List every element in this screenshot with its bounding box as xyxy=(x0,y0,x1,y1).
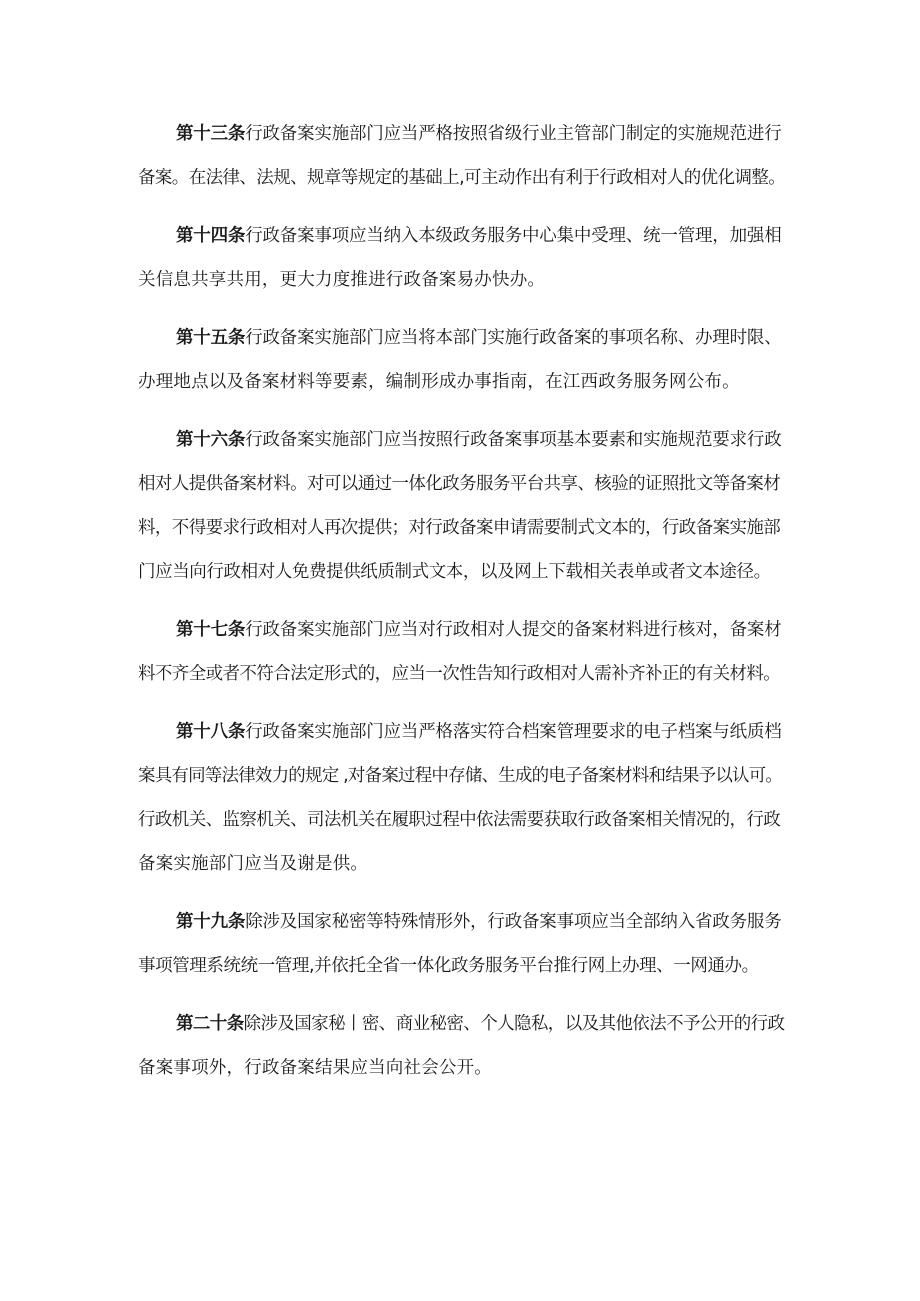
article-first-line xyxy=(138,418,786,462)
article-text-line: 备案实施部门应当及谢是供。 xyxy=(138,854,369,874)
article-number: 第十五条 xyxy=(176,328,246,348)
article-text-line: 行政机关、监察机关、司法机关在履职过程中依法需要获取行政备案相关情况的，行政 xyxy=(138,810,781,830)
article-text: 行政备案事项应当纳入本级政务服务中心集中受理、统一管理，加强相 xyxy=(245,226,782,246)
article-number: 第十六条 xyxy=(176,430,246,450)
article-15 xyxy=(138,316,786,404)
article-first-line xyxy=(138,214,786,258)
article-19 xyxy=(138,900,786,988)
article-text-line: 料不齐全或者不符合法定形式的，应当一次性告知行政相对人需补齐补正的有关材料。 xyxy=(138,664,781,684)
article-text-line: 备案事项外，行政备案结果应当向社会公开。 xyxy=(138,1058,492,1078)
article-first-line xyxy=(138,900,786,944)
article-text-line: 事项管理系统统一管理,并依托全省一体化政务服务平台推行网上办理、一网通办。 xyxy=(138,956,759,976)
article-text-line: 案具有同等法律效力的规定 ,对备案过程中存储、生成的电子备案材料和结果予以认可。 xyxy=(138,766,783,786)
document-body xyxy=(138,112,786,1104)
article-number: 第十四条 xyxy=(176,226,246,246)
article-text: 行政备案实施部门应当按照行政备案事项基本要素和实施规范要求行政 xyxy=(245,430,782,450)
article-text: 除涉及国家秘密等特殊情形外，行政备案事项应当全部纳入省政务服务 xyxy=(245,912,782,932)
article-text-line: 相对人提供备案材料。对可以通过一体化政务服务平台共享、核验的证照批文等备案材 xyxy=(138,474,781,494)
article-text: 除涉及国家秘丨密、商业秘密、个人隐私，以及其他依法不予公开的行政 xyxy=(243,1014,785,1034)
article-number: 第十七条 xyxy=(176,620,246,640)
article-text: 行政备案实施部门应当将本部门实施行政备案的事项名称、办理时限、 xyxy=(245,328,782,348)
article-number: 第十八条 xyxy=(176,722,246,742)
article-first-line xyxy=(138,710,786,754)
article-text-line: 备案。在法律、法规、规章等规定的基础上,可主动作出有利于行政相对人的优化调整。 xyxy=(138,168,786,188)
article-first-line xyxy=(138,608,786,652)
article-number: 第十九条 xyxy=(176,912,246,932)
article-text: 行政备案实施部门应当严格按照省级行业主管部门制定的实施规范进行 xyxy=(245,124,782,144)
article-number: 第二十条 xyxy=(176,1014,244,1034)
article-text-line: 料，不得要求行政相对人再次提供；对行政备案申请需要制式文本的，行政备案实施部 xyxy=(138,518,781,538)
article-text: 行政备案实施部门应当严格落实符合档案管理要求的电子档案与纸质档 xyxy=(245,722,782,742)
article-13 xyxy=(138,112,786,200)
article-first-line xyxy=(138,1002,786,1046)
article-18 xyxy=(138,710,786,886)
article-text-line: 办理地点以及备案材料等要素，编制形成办事指南，在江西政务服务网公布。 xyxy=(138,372,740,392)
article-first-line xyxy=(138,112,786,156)
article-14 xyxy=(138,214,786,302)
article-text-line: 门应当向行政相对人免费提供纸质制式文本，以及网上下载相关表单或者文本途径。 xyxy=(138,562,771,582)
article-20 xyxy=(138,1002,786,1090)
article-16 xyxy=(138,418,786,594)
article-17 xyxy=(138,608,786,696)
article-number: 第十三条 xyxy=(176,124,246,144)
article-text: 行政备案实施部门应当对行政相对人提交的备案材料进行核对，备案材 xyxy=(245,620,782,640)
article-text-line: 关信息共享共用，更大力度推进行政备案易办快办。 xyxy=(138,270,546,290)
article-first-line xyxy=(138,316,786,360)
